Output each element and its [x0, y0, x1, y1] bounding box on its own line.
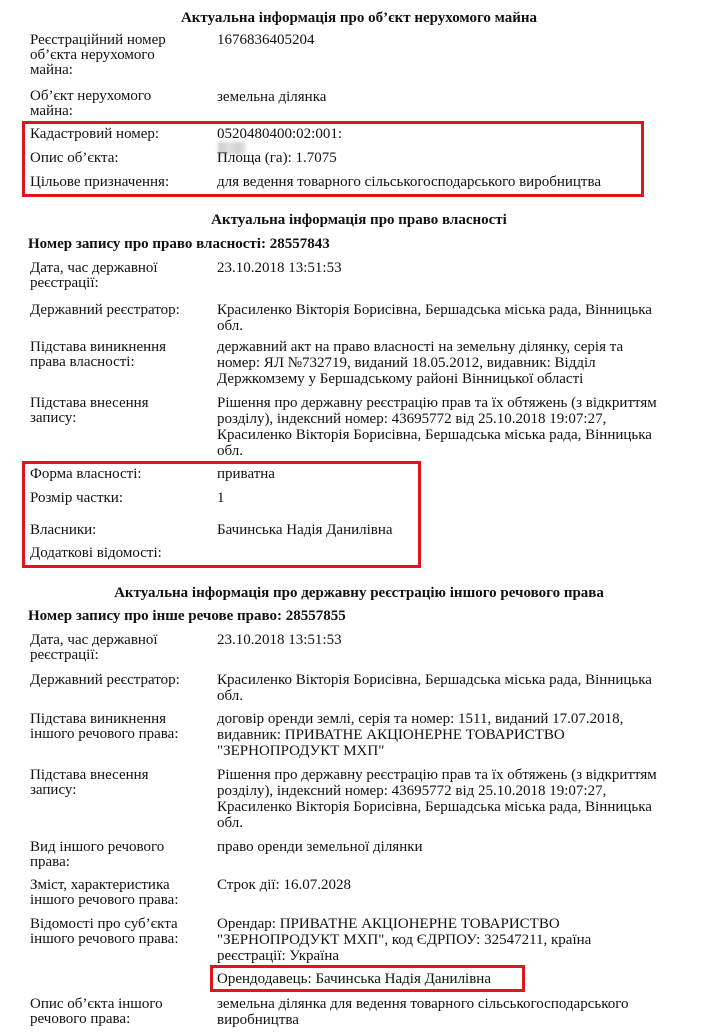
- value-share-size: 1: [217, 490, 225, 506]
- label-purpose: Цільове призначення:: [30, 174, 170, 190]
- value-right-content: Строк дії: 16.07.2028: [217, 877, 351, 893]
- value-object-desc: земельна ділянка для ведення товарного сільськогосподарського виробництва: [217, 996, 629, 1028]
- record-number-other-right: Номер запису про інше речове право: 28557855: [28, 608, 346, 624]
- record-number-ownership: Номер запису про право власності: 28557843: [28, 236, 330, 252]
- section-title-ownership: Актуальна інформація про право власності: [211, 212, 507, 228]
- value-right-kind: право оренди земельної ділянки: [217, 839, 423, 855]
- value-reg-date-2: 23.10.2018 13:51:53: [217, 632, 342, 648]
- section-title-other-right: Актуальна інформація про державну реєстрацію іншого речового права: [114, 585, 604, 601]
- value-reg-number: 1676836405204: [217, 32, 315, 48]
- label-reg-date-2: Дата, час державної реєстрації:: [30, 632, 158, 663]
- value-description: Площа (га): 1.7075: [217, 150, 337, 166]
- value-ownership-form: приватна: [217, 466, 275, 482]
- label-object: Об’єкт нерухомого майна:: [30, 88, 152, 119]
- value-lessor: Орендодавець: Бачинська Надія Данилівна: [217, 971, 491, 987]
- label-entry-basis-2: Підстава внесення запису:: [30, 767, 149, 798]
- value-registrar-2: Красиленко Вікторія Борисівна, Бершадська міська рада, Вінницька обл.: [217, 672, 652, 704]
- value-entry-basis: Рішення про державну реєстрацію прав та їх обтяжень (з відкриттям розділу), індексний номер: 43695772 від 25.10.2018 19:07:27, Красиленко Вікторія Борисівна, Бершадська міська рада, Вінницька обл.: [217, 395, 657, 459]
- label-right-kind: Вид іншого речового права:: [30, 839, 165, 870]
- label-cadastral: Кадастровий номер:: [30, 126, 160, 142]
- label-ownership-basis: Підстава виникнення права власності:: [30, 339, 167, 370]
- value-object: земельна ділянка: [217, 89, 327, 105]
- label-subject-info: Відомості про суб’єкта іншого речового права:: [30, 916, 179, 947]
- label-ownership-form: Форма власності:: [30, 466, 142, 482]
- section-title-object: Актуальна інформація про об’єкт нерухомого майна: [180, 10, 538, 26]
- value-reg-date: 23.10.2018 13:51:53: [217, 260, 342, 276]
- highlight-box-cadastral: [22, 121, 644, 197]
- label-reg-number: Реєстраційний номер об’єкта нерухомого майна:: [30, 32, 166, 78]
- highlight-box-lessor: [210, 965, 525, 992]
- value-subject-info: Орендар: ПРИВАТНЕ АКЦІОНЕРНЕ ТОВАРИСТВО "ЗЕРНОПРОДУКТ МХП", код ЄДРПОУ: 32547211, країна реєстрації: Україна: [217, 916, 592, 964]
- label-owners: Власники:: [30, 522, 97, 538]
- label-description: Опис об’єкта:: [30, 150, 119, 166]
- label-extra-info: Додаткові відомості:: [30, 545, 162, 561]
- label-registrar: Державний реєстратор:: [30, 302, 180, 318]
- label-other-right-basis: Підстава виникнення іншого речового права:: [30, 711, 179, 742]
- label-registrar-2: Державний реєстратор:: [30, 672, 180, 688]
- value-other-right-basis: договір оренди землі, серія та номер: 1511, виданий 17.07.2018, видавник: ПРИВАТНЕ АКЦІОНЕРНЕ ТОВАРИСТВО "ЗЕРНОПРОДУКТ МХП": [217, 711, 624, 759]
- label-entry-basis: Підстава внесення запису:: [30, 395, 149, 426]
- label-object-desc: Опис об’єкта іншого речового права:: [30, 996, 163, 1027]
- highlight-box-ownership: [22, 461, 421, 568]
- value-owners: Бачинська Надія Данилівна: [217, 522, 393, 538]
- value-entry-basis-2: Рішення про державну реєстрацію прав та їх обтяжень (з відкриттям розділу), індексний номер: 43695772 від 25.10.2018 19:07:27, Красиленко Вікторія Борисівна, Бершадська міська рада, Вінницька обл.: [217, 767, 657, 831]
- value-registrar: Красиленко Вікторія Борисівна, Бершадська міська рада, Вінницька обл.: [217, 302, 652, 334]
- label-right-content: Зміст, характеристика іншого речового права:: [30, 877, 179, 908]
- value-ownership-basis: державний акт на право власності на земельну ділянку, серія та номер: ЯЛ №732719, виданий 18.05.2012, видавник: Відділ Держкомзему у Бершадському районі Вінницької області: [217, 339, 624, 387]
- value-purpose: для ведення товарного сільськогосподарського виробництва: [217, 174, 602, 190]
- label-reg-date: Дата, час державної реєстрації:: [30, 260, 158, 291]
- label-share-size: Розмір частки:: [30, 490, 123, 506]
- value-cadastral: 0520480400:02:001:: [217, 126, 697, 155]
